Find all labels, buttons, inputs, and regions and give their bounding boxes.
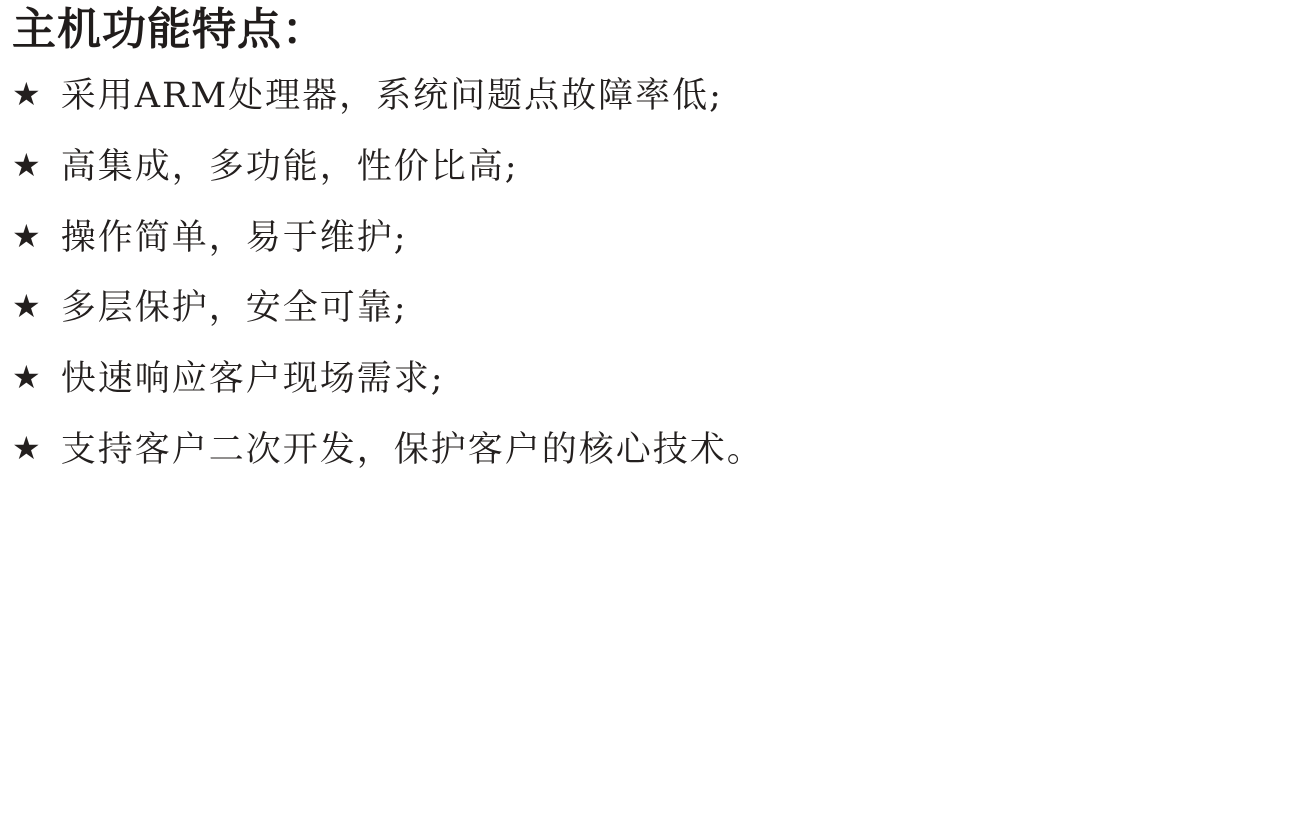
list-item-label: 高集成，多功能，性价比高; (60, 146, 519, 187)
list-item (10, 358, 1290, 399)
page-title: 主机功能特点： (12, 4, 327, 55)
list-item-label: 采用ARM处理器，系统问题点故障率低; (60, 76, 723, 116)
list-item (10, 145, 1290, 187)
star-bullet-icon: ★ (12, 75, 41, 113)
star-bullet-icon: ★ (12, 287, 41, 326)
list-item (10, 428, 1290, 470)
feature-list (10, 52, 1290, 469)
list-item (10, 216, 1290, 258)
list-item-label: 操作简单，易于维护; (60, 217, 408, 258)
list-item-label: 多层保护，安全可靠; (60, 288, 408, 329)
list-item-label: 快速响应客户现场需求; (60, 359, 445, 399)
star-bullet-icon: ★ (12, 358, 41, 396)
list-item (10, 287, 1290, 329)
star-bullet-icon: ★ (12, 216, 41, 255)
star-bullet-icon: ★ (12, 428, 41, 467)
list-item (10, 75, 1290, 116)
list-item-label: 支持客户二次开发，保护客户的核心技术。 (60, 429, 764, 470)
star-bullet-icon: ★ (12, 145, 41, 184)
